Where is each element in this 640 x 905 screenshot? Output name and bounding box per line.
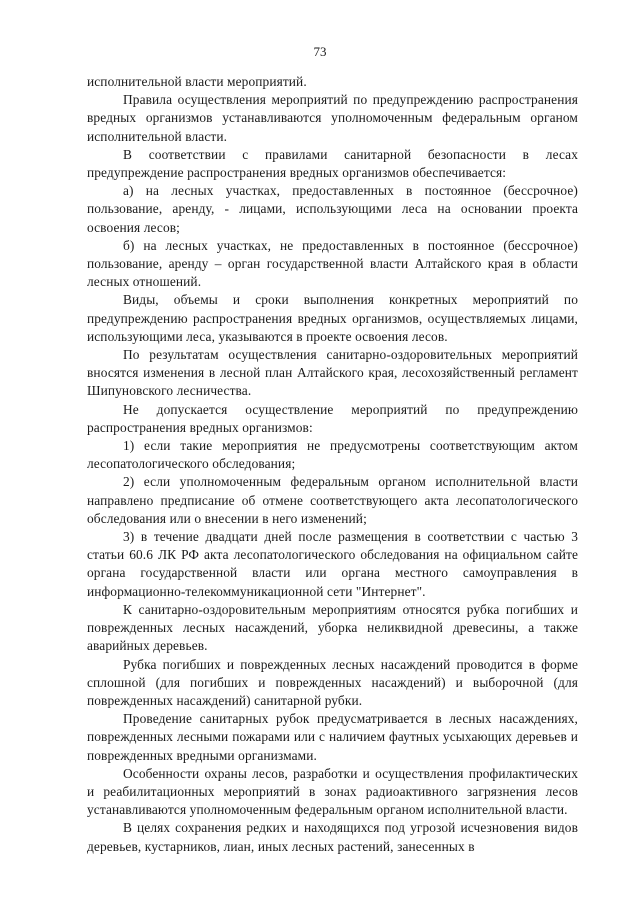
paragraph-1: исполнительной власти мероприятий.: [87, 74, 307, 89]
paragraph-11: 3) в течение двадцати дней после размещения в соответствии с частью 3 статьи 60.6 ЛК РФ акта лесопатологического обследования на официальном сайте органа государственной власти или органа местного самоуправления в информационно-телекоммуникационной сети "Интернет".: [87, 529, 578, 599]
paragraph-9: 1) если такие мероприятия не предусмотрены соответствующим актом лесопатологического обследования;: [87, 438, 578, 472]
paragraph-7: По результатам осуществления санитарно-оздоровительных мероприятий вносятся изменения в лесной план Алтайского края, лесохозяйственный регламент Шипуновского лесничества.: [87, 347, 578, 399]
paragraph-16: В целях сохранения редких и находящихся под угрозой исчезновения видов деревьев, кустарников, лиан, иных лесных растений, занесенных в: [87, 820, 578, 854]
paragraph-3: В соответствии с правилами санитарной безопасности в лесах предупреждение распространения вредных организмов обеспечивается:: [87, 146, 578, 181]
paragraph-6: Виды, объемы и сроки выполнения конкретных мероприятий по предупреждению распространения вредных организмов, осуществляемых лицами, использующими леса, указываются в проекте освоения лесов.: [87, 292, 578, 344]
page-number: 73: [313, 44, 327, 59]
paragraph-15: Особенности охраны лесов, разработки и осуществления профилактических и реабилитационных мероприятий в зонах радиоактивного загрязнения лесов устанавливаются уполномоченным федеральным органом исполнительной власти.: [87, 765, 578, 818]
paragraph-4: а) на лесных участках, предоставленных в постоянное (бессрочное) пользование, аренду, - лицами, использующими леса на основании проекта освоения лесов;: [87, 183, 578, 235]
paragraph-2: Правила осуществления мероприятий по предупреждению распространения вредных организмов устанавливаются уполномоченным федеральным органом исполнительной власти.: [87, 92, 578, 144]
paragraph-8: Не допускается осуществление мероприятий по предупреждению распространения вредных организмов:: [87, 401, 578, 435]
paragraph-5: б) на лесных участках, не предоставленных в постоянное (бессрочное) пользование, аренду – орган государственной власти Алтайского края в области лесных отношений.: [87, 237, 578, 290]
paragraph-10: 2) если уполномоченным федеральным органом исполнительной власти направлено предписание об отмене соответствующего акта лесопатологического обследования или о внесении в него изменений;: [87, 474, 578, 526]
paragraph-13: Рубка погибших и поврежденных лесных насаждений проводится в форме сплошной (для погибших и поврежденных насаждений) и выборочной (для поврежденных насаждений) санитарной рубки.: [87, 656, 578, 708]
paragraph-12: К санитарно-оздоровительным мероприятиям относятся рубка погибших и поврежденных лесных насаждений, уборка неликвидной древесины, а также аварийных деревьев.: [87, 601, 578, 654]
document-body: [87, 73, 578, 856]
paragraph-14: Проведение санитарных рубок предусматривается в лесных насаждениях, поврежденных лесными пожарами или с наличием фаутных усыхающих деревьев и поврежденных вредными организмами.: [87, 711, 578, 763]
